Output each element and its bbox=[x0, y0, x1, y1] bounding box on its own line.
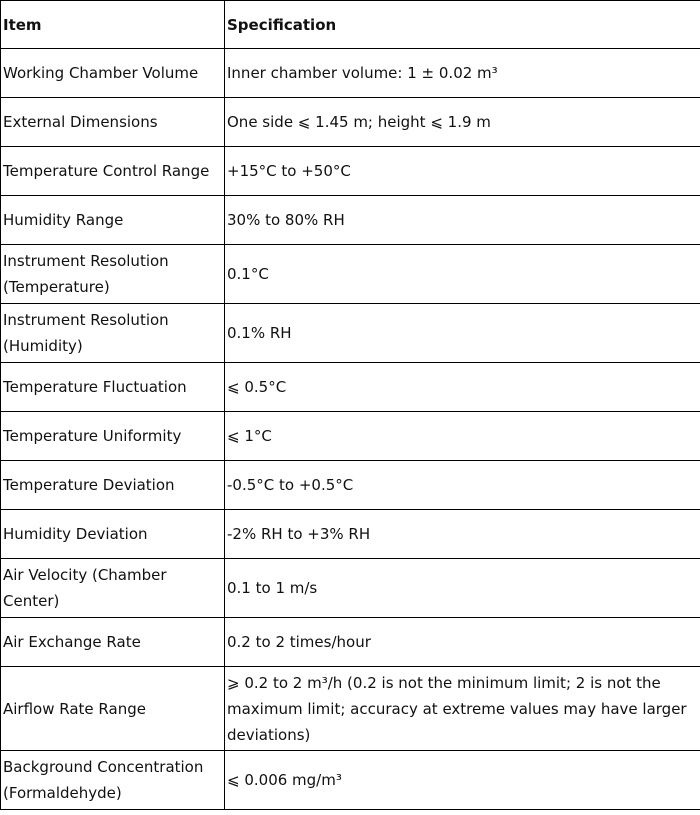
spec-cell: 30% to 80% RH bbox=[225, 196, 700, 245]
spec-cell: ⩽ 0.006 mg/m³ bbox=[225, 751, 700, 810]
item-cell: External Dimensions bbox=[1, 98, 225, 147]
table-row bbox=[1, 751, 700, 810]
table-row bbox=[1, 147, 700, 196]
spec-cell: ⩽ 0.5°C bbox=[225, 363, 700, 412]
table-row bbox=[1, 196, 700, 245]
spec-cell: 0.1% RH bbox=[225, 304, 700, 363]
table-row bbox=[1, 461, 700, 510]
spec-cell: 0.2 to 2 times/hour bbox=[225, 618, 700, 667]
table-row bbox=[1, 304, 700, 363]
spec-cell: ⩾ 0.2 to 2 m³/h (0.2 is not the minimum limit; 2 is not the maximum limit; accuracy at extreme values may have larger deviations) bbox=[225, 667, 700, 751]
header-item: Item bbox=[1, 1, 225, 49]
item-cell: Airflow Rate Range bbox=[1, 667, 225, 751]
item-cell: Instrument Resolution (Temperature) bbox=[1, 245, 225, 304]
spec-cell: Inner chamber volume: 1 ± 0.02 m³ bbox=[225, 49, 700, 98]
table-row bbox=[1, 559, 700, 618]
spec-cell: One side ⩽ 1.45 m; height ⩽ 1.9 m bbox=[225, 98, 700, 147]
spec-cell: +15°C to +50°C bbox=[225, 147, 700, 196]
table-row bbox=[1, 49, 700, 98]
item-cell: Temperature Fluctuation bbox=[1, 363, 225, 412]
table-row bbox=[1, 412, 700, 461]
item-cell: Working Chamber Volume bbox=[1, 49, 225, 98]
table-row bbox=[1, 510, 700, 559]
item-cell: Temperature Control Range bbox=[1, 147, 225, 196]
item-cell: Temperature Deviation bbox=[1, 461, 225, 510]
header-specification: Specification bbox=[225, 1, 700, 49]
spec-cell: -0.5°C to +0.5°C bbox=[225, 461, 700, 510]
item-cell: Temperature Uniformity bbox=[1, 412, 225, 461]
spec-cell: -2% RH to +3% RH bbox=[225, 510, 700, 559]
spec-cell: ⩽ 1°C bbox=[225, 412, 700, 461]
item-cell: Instrument Resolution (Humidity) bbox=[1, 304, 225, 363]
item-cell: Humidity Range bbox=[1, 196, 225, 245]
spec-cell: 0.1 to 1 m/s bbox=[225, 559, 700, 618]
item-cell: Humidity Deviation bbox=[1, 510, 225, 559]
table-row bbox=[1, 667, 700, 751]
table-row bbox=[1, 363, 700, 412]
item-cell: Air Exchange Rate bbox=[1, 618, 225, 667]
item-cell: Air Velocity (Chamber Center) bbox=[1, 559, 225, 618]
item-cell: Background Concentration (Formaldehyde) bbox=[1, 751, 225, 810]
table-header-row bbox=[1, 1, 700, 49]
table-row bbox=[1, 618, 700, 667]
table-row bbox=[1, 98, 700, 147]
table-row bbox=[1, 245, 700, 304]
spec-cell: 0.1°C bbox=[225, 245, 700, 304]
